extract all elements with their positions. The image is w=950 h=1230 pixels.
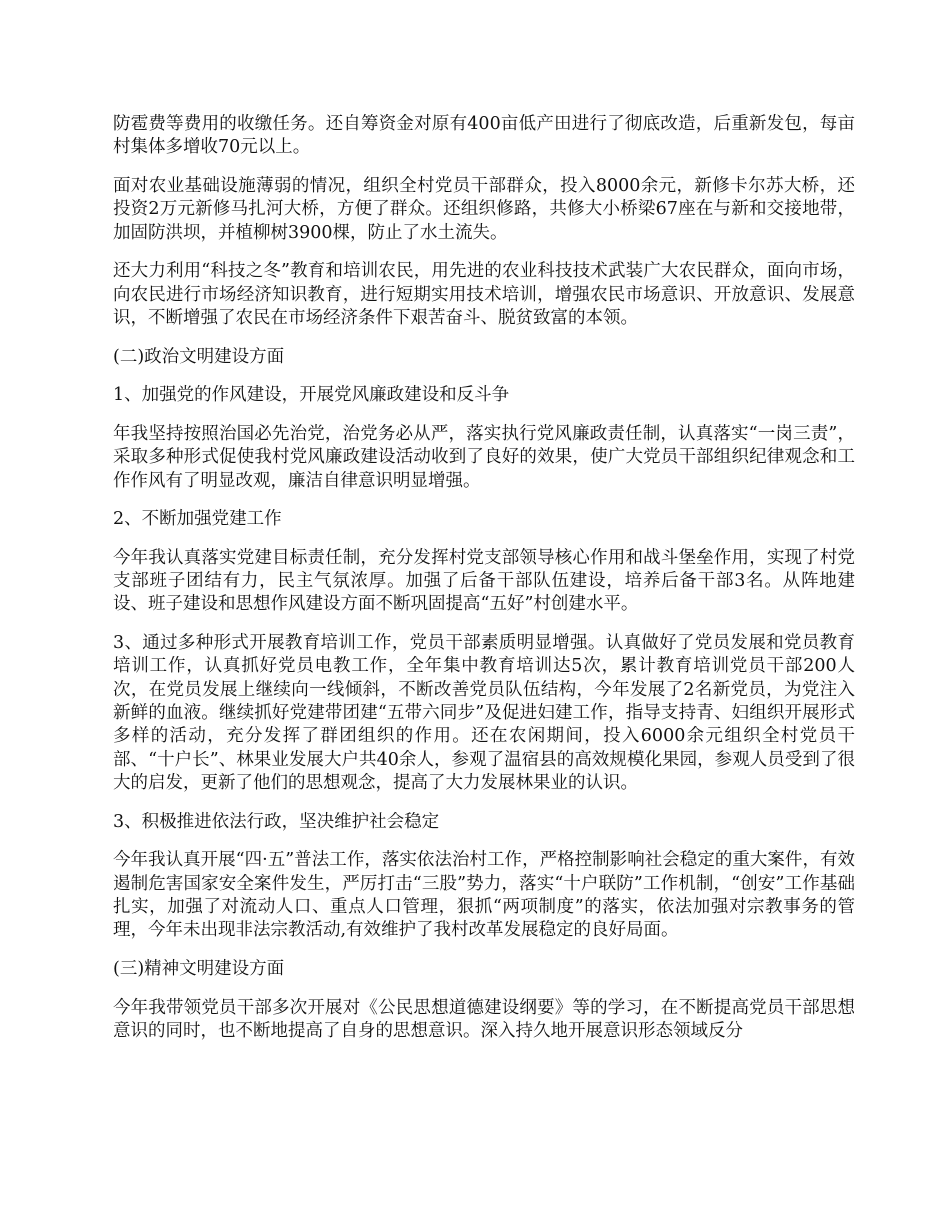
paragraph-training: 还大力利用“科技之冬”教育和培训农民，用先进的农业科技技术武装广大农民群众，面向市场，向农民进行市场经济知识教育，进行短期实用技术培训，增强农民市场意识、开放意识、发展意识，不断增强了农民在市场经济条件下艰苦奋斗、脱贫致富的本领。	[113, 261, 855, 328]
paragraph-education: 3、通过多种形式开展教育培训工作，党员干部素质明显增强。认真做好了党员发展和党员教育培训工作，认真抓好党员电教工作，全年集中教育培训达5次，累计教育培训党员干部200人次，在党员发展上继续向一线倾斜，不断改善党员队伍结构，今年发展了2名新党员，为党注入新鲜的血液。继续抓好党建带团建“五带六同步”及促进妇建工作，指导支持青、妇组织开展形式多样的活动，充分发挥了群团组织的作用。还在农闲期间，投入6000余元组织全村党员干部、“十户长”、林果业发展大户共40余人，参观了温宿县的高效规模化果园，参观人员受到了很大的启发，更新了他们的思想观念，提高了大力发展林果业的认识。	[113, 633, 855, 793]
paragraph-farmland: 防雹费等费用的收缴任务。还自筹资金对原有400亩低产田进行了彻底改造，后重新发包，每亩村集体多增收70元以上。	[113, 114, 855, 158]
subheading-law: 3、积极推进依法行政，坚决维护社会稳定	[113, 811, 440, 832]
paragraph-spiritual: 今年我带领党员干部多次开展对《公民思想道德建设纲要》等的学习，在不断提高党员干部思想意识的同时，也不断地提高了自身的思想意识。深入持久地开展意识形态领域反分	[113, 997, 855, 1041]
paragraph-party-style: 年我坚持按照治国必先治党，治党务必从严，落实执行党风廉政责任制，认真落实“一岗三责”，采取多种形式促使我村党风廉政建设活动收到了良好的效果，使广大党员干部组织纪律观念和工作作风有了明显改观，廉洁自律意识明显增强。	[113, 423, 855, 491]
section-heading-spiritual: (三)精神文明建设方面	[113, 958, 285, 979]
document-page	[113, 113, 855, 1059]
section-heading-political: (二)政治文明建设方面	[113, 346, 285, 367]
paragraph-infrastructure: 面对农业基础设施薄弱的情况，组织全村党员干部群众，投入8000余元，新修卡尔苏大桥，还投资2万元新修马扎河大桥，方便了群众。还组织修路，共修大小桥梁67座在与新和交接地带，加固防洪坝，并植柳树3900棵，防止了水土流失。	[113, 175, 855, 243]
subheading-party-style: 1、加强党的作风建设，开展党风廉政建设和反斗争	[113, 385, 510, 406]
paragraph-party-building: 今年我认真落实党建目标责任制，充分发挥村党支部领导核心作用和战斗堡垒作用，实现了村党支部班子团结有力，民主气氛浓厚。加强了后备干部队伍建设，培养后备干部3名。从阵地建设、班子建设和思想作风建设方面不断巩固提高“五好”村创建水平。	[113, 547, 855, 615]
paragraph-law: 今年我认真开展“四·五”普法工作，落实依法治村工作，严格控制影响社会稳定的重大案件，有效遏制危害国家安全案件发生，严厉打击“三股”势力，落实“十户联防”工作机制，“创安”工作基础扎实，加强了对流动人口、重点人口管理，狠抓“两项制度”的落实，依法加强对宗教事务的管理，今年未出现非法宗教活动,有效维护了我村改革发展稳定的良好局面。	[113, 850, 855, 941]
subheading-party-building: 2、不断加强党建工作	[113, 509, 282, 530]
